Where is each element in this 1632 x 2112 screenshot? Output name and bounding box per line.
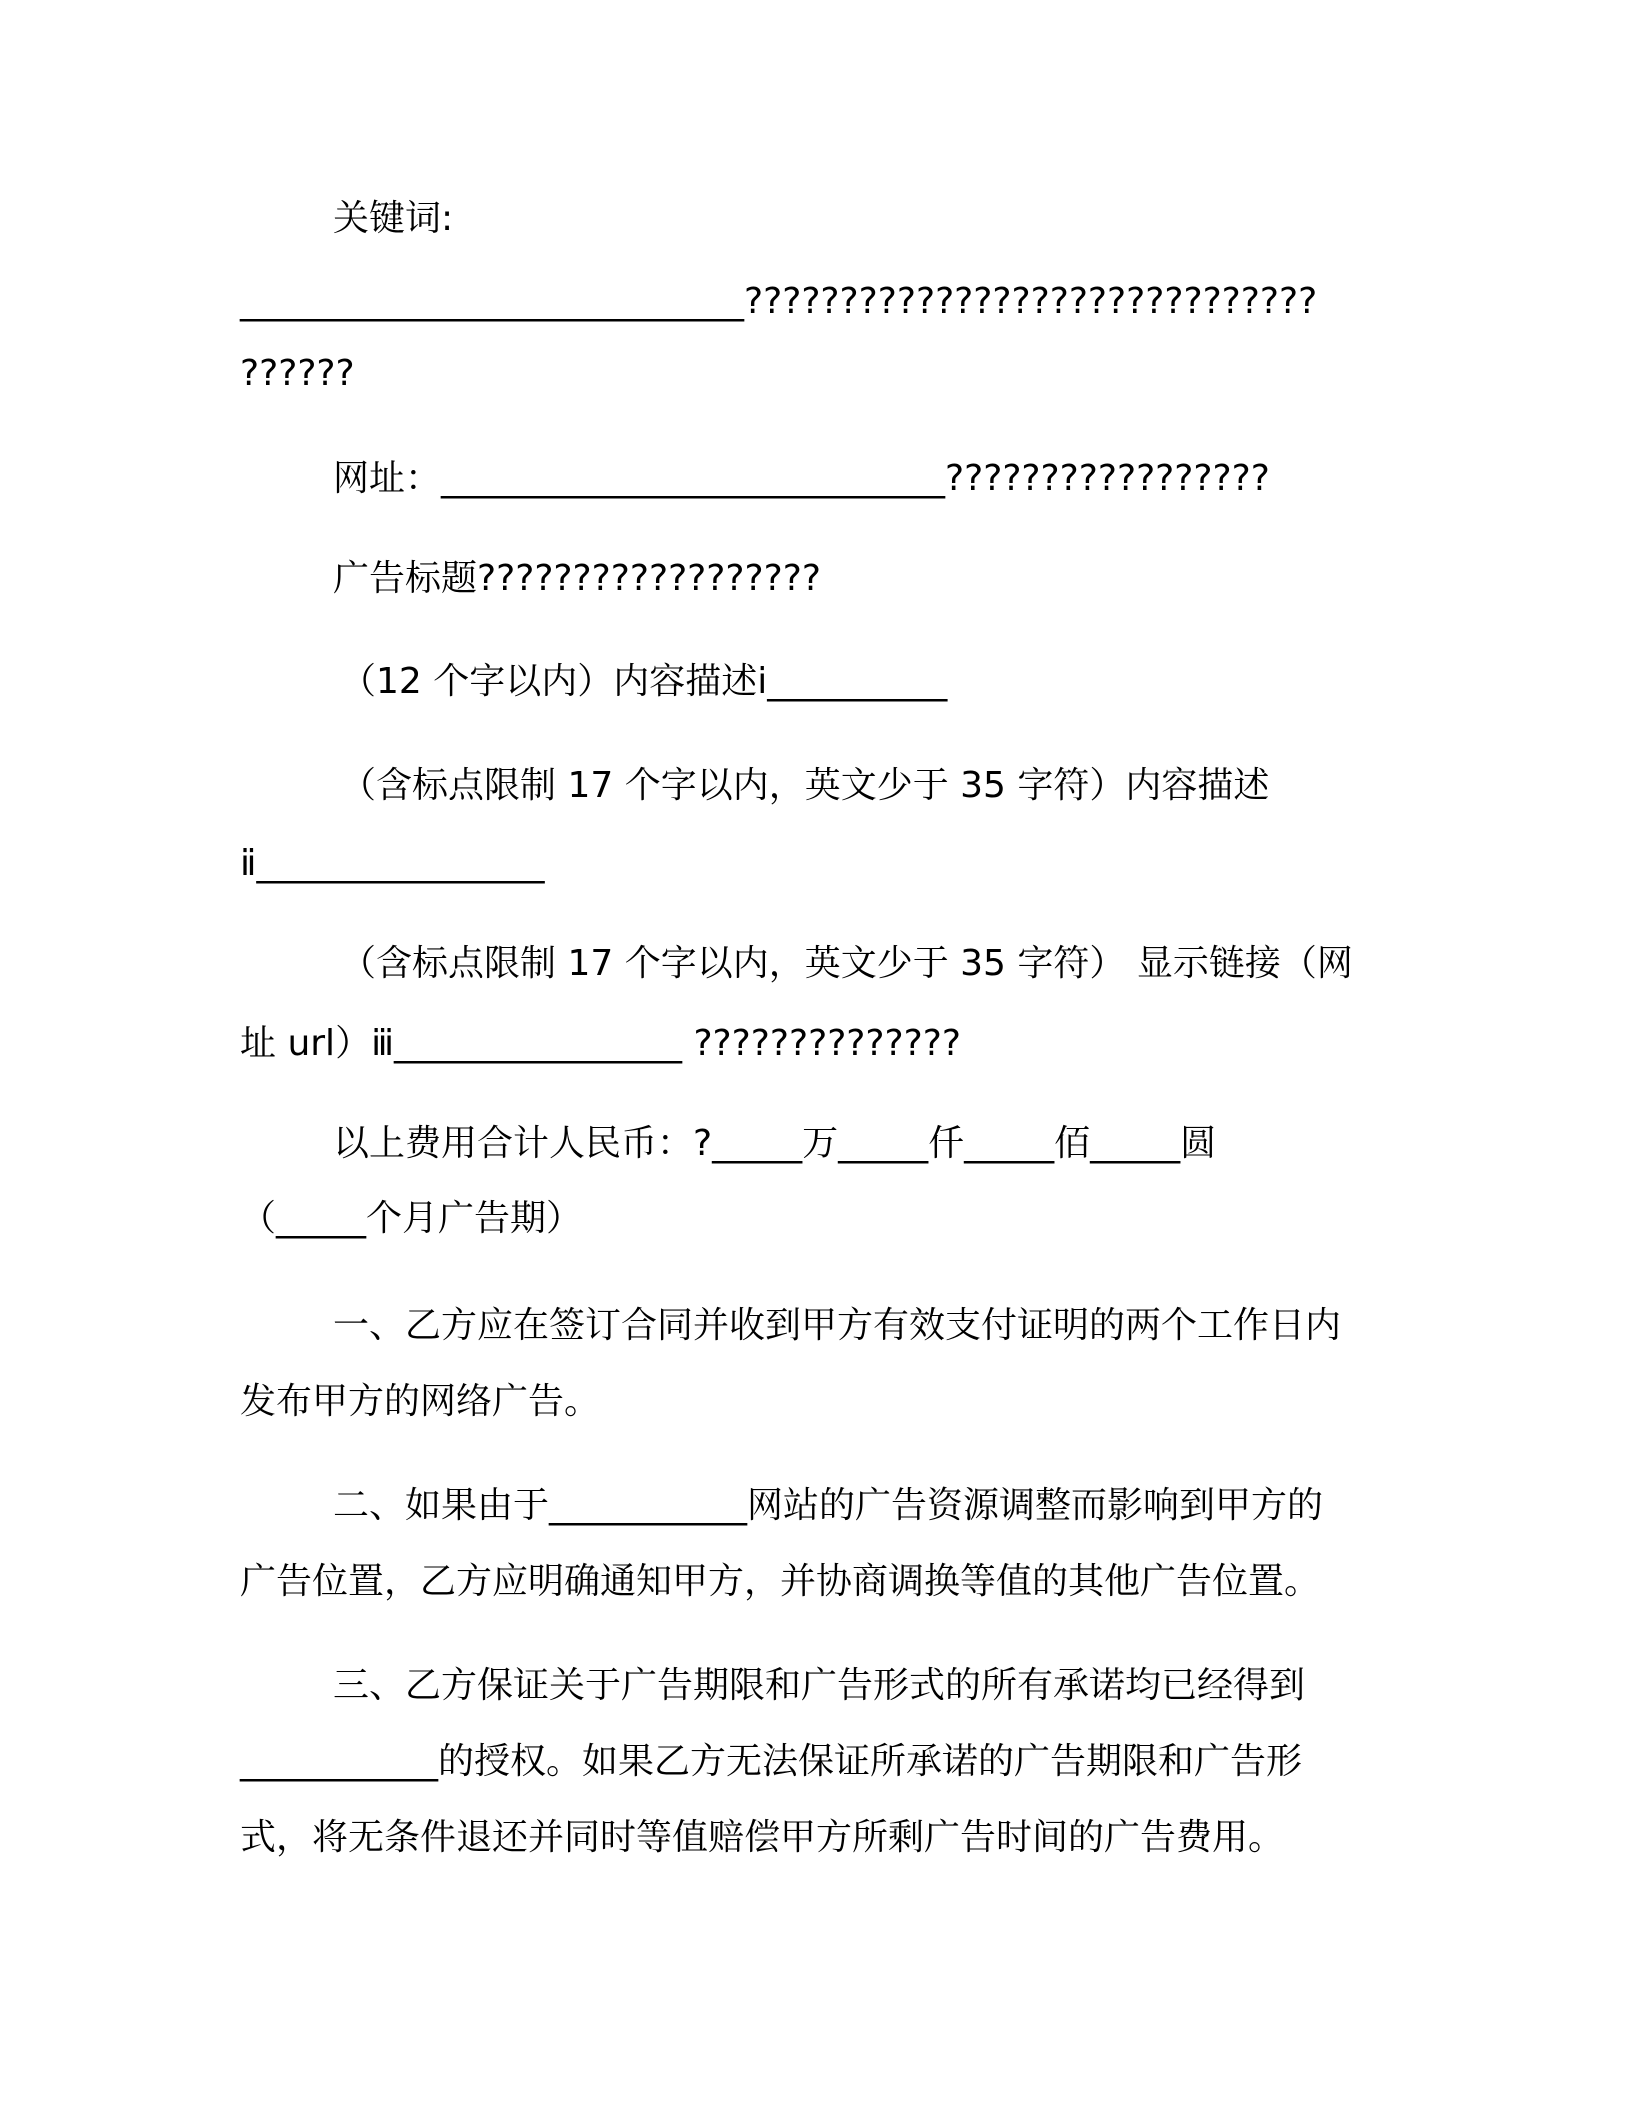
keywords-label: 关键词: <box>333 198 454 239</box>
total-fee-line-1: 以上费用合计人民币：?_____万_____仟_____佰_____圆 <box>333 1123 1217 1164</box>
clause-3-line-3: 式，将无条件退还并同时等值赔偿甲方所剩广告时间的广告费用。 <box>240 1817 1285 1858</box>
clause-2-line-1: 二、如果由于___________网站的广告资源调整而影响到甲方的 <box>333 1485 1324 1526</box>
display-link-line-1: （含标点限制 17 个字以内，英文少于 35 字符） 显示链接（网 <box>340 943 1353 984</box>
clause-1-line-1: 一、乙方应在签订合同并收到甲方有效支付证明的两个工作日内 <box>333 1305 1342 1346</box>
keywords-value-line-1: ____________________________?????????????????????????????? <box>240 281 1318 322</box>
content-description-2-line-2: ⅱ________________ <box>240 843 545 884</box>
clause-3-line-1: 三、乙方保证关于广告期限和广告形式的所有承诺均已经得到 <box>333 1665 1306 1706</box>
clause-3-line-2: ___________的授权。如果乙方无法保证所承诺的广告期限和广告形 <box>240 1741 1303 1782</box>
content-description-1: （12 个字以内）内容描述ⅰ__________ <box>340 661 948 702</box>
keywords-value-line-2: ?????? <box>240 353 355 394</box>
total-fee-line-2: （_____个月广告期） <box>240 1198 583 1239</box>
url-line: 网址：____________________________????????????????? <box>333 458 1270 499</box>
content-description-2-line-1: （含标点限制 17 个字以内，英文少于 35 字符）内容描述 <box>340 765 1270 806</box>
clause-1-line-2: 发布甲方的网络广告。 <box>240 1381 601 1422</box>
ad-title-line: 广告标题?????????????????? <box>333 558 821 599</box>
display-link-line-2: 址 url）ⅲ________________ ?????????????? <box>240 1023 961 1064</box>
clause-2-line-2: 广告位置，乙方应明确通知甲方，并协商调换等值的其他广告位置。 <box>240 1561 1321 1602</box>
